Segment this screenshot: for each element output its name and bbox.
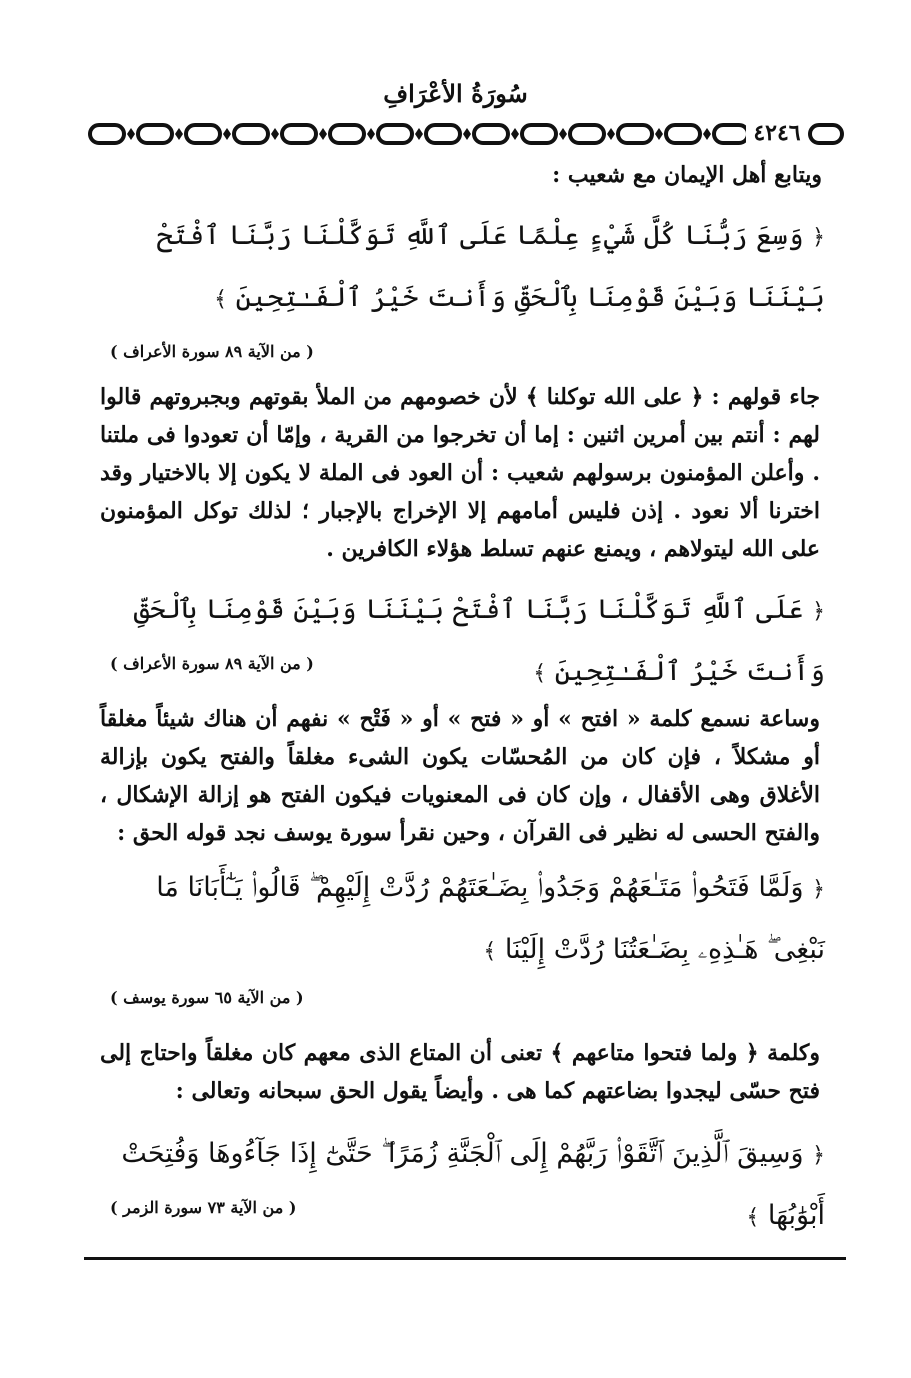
verse-open-bracket: ﴿ — [812, 599, 825, 624]
paragraph-2: وساعة نسمع كلمة « افتح » أو « فتح » أو « فَتْح » نفهم أن هناك شيئاً مغلقاً أو مشكلاً ، فإن كان من المُحسّات يكون الشىء مغلقاً والفتح يكون بإزالة الأغلاق وهى الأقفال ، وإن كان فى المعنويات فيكون الفتح هو إزالة الإشكال ، والفتح الحسى له نظير فى القرآن ، وحين نقرأ سورة يوسف نجد قوله الحق : — [100, 706, 820, 846]
verse-open-bracket: ﴿ — [812, 1143, 825, 1168]
paragraph-1: جاء قولهم : ﴿ على الله توكلنا ﴾ لأن خصومهم من الملأ بقوتهم وبجبروتهم قالوا لهم : أنتم بين أمرين اثنين : إما أن تخرجوا من القرية ، وإمّا أن تعودوا فى ملتنا . وأعلن المؤمنون برسولهم شعيب : أن العود فى الملة لا يكون إلا بالاختيار وقد اخترنا ألا نعود . إذن فليس أمامهم إلا الإخراج بالإجبار ؛ لذلك توكل المؤمنون على الله ليتولاهم ، ويمنع عنهم تسلط هؤلاء الكافرين . — [100, 384, 820, 562]
quran-verse-4 — [105, 1124, 825, 1248]
verse-text: عَلَى ٱللَّهِ تَوَكَّلْنَا رَبَّنَا ٱفْتَحْ بَيْنَنَا وَبَيْنَ قَوْمِنَا بِٱلْحَقِّ وَأَنتَ خَيْرُ ٱلْفَـٰتِحِينَ — [133, 594, 825, 687]
chain-ornament-divider — [86, 118, 846, 150]
intro-line: ويتابع أهل الإيمان مع شعيب : — [552, 162, 822, 188]
verse-close-bracket: ﴾ — [483, 939, 497, 964]
surah-title: سُورَةُ الأعْرَافِ — [383, 79, 528, 108]
verse-text: وَلَمَّا فَتَحُوا۟ مَتَـٰعَهُمْ وَجَدُوا۟ بِضَـٰعَتَهُمْ رُدَّتْ إِلَيْهِمْ ۖ قَالُوا۟ يَـٰٓأَبَانَا مَا نَبْغِى ۖ هَـٰذِهِۦ بِضَـٰعَتُنَا رُدَّتْ إِلَيْنَا — [156, 872, 825, 965]
verse-close-bracket: ﴾ — [746, 1205, 760, 1230]
bottom-rule — [84, 1257, 846, 1260]
verse-reference-2: ( من الآية ٨٩ سورة الأعراف ) — [110, 654, 314, 673]
verse-text: وَسِيقَ ٱلَّذِينَ ٱتَّقَوْا۟ رَبَّهُمْ إِلَى ٱلْجَنَّةِ زُمَرًا ۖ حَتَّىٰٓ إِذَا جَآءُوهَا وَفُتِحَتْ أَبْوَٰبُهَا — [121, 1138, 825, 1231]
quran-verse-3 — [105, 858, 825, 982]
quran-verse-1 — [105, 206, 825, 330]
paragraph-3: وكلمة ﴿ ولما فتحوا متاعهم ﴾ تعنى أن المتاع الذى معهم كان مغلقاً واحتاج إلى فتح حسّى ليجدوا بضاعتهم كما هى . وأيضاً يقول الحق سبحانه وتعالى : — [100, 1040, 820, 1104]
verse-close-bracket: ﴾ — [214, 287, 228, 312]
quran-verse-2 — [105, 580, 825, 704]
verse-close-bracket: ﴾ — [533, 661, 547, 686]
verse-open-bracket: ﴿ — [812, 877, 825, 902]
verse-open-bracket: ﴿ — [812, 225, 825, 250]
page-number: ٤٢٤٦ — [746, 119, 808, 147]
verse-reference-3: ( من الآية ٦٥ سورة يوسف ) — [110, 988, 304, 1007]
verse-reference-4: ( من الآية ٧٣ سورة الزمر ) — [110, 1198, 297, 1217]
verse-text: وَسِعَ رَبُّنَا كُلَّ شَيْءٍ عِلْمًا عَلَى ٱللَّهِ تَوَكَّلْنَا رَبَّنَا ٱفْتَحْ بَيْنَنَا وَبَيْنَ قَوْمِنَا بِٱلْحَقِّ وَأَنتَ خَيْرُ ٱلْفَـٰتِحِينَ — [156, 220, 825, 313]
verse-reference-1: ( من الآية ٨٩ سورة الأعراف ) — [110, 342, 314, 361]
